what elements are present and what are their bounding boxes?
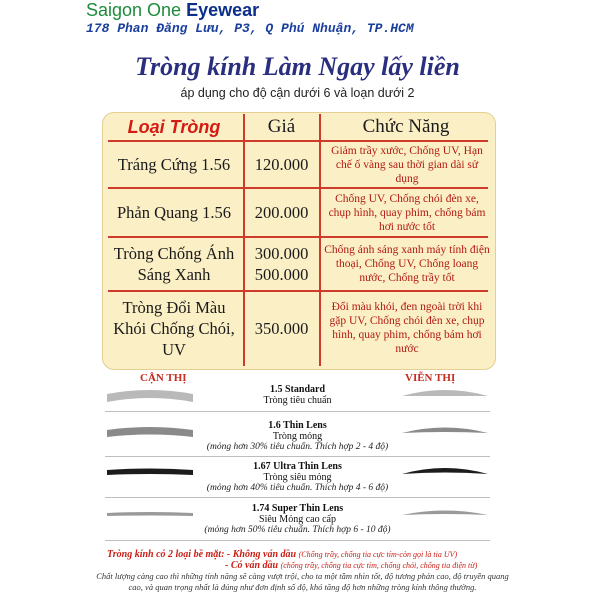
row-price: 200.000 <box>254 203 309 222</box>
lens-name: 1.74 Super Thin Lens <box>251 503 344 514</box>
lens-separator <box>105 540 490 541</box>
row-price: 120.000 <box>254 155 309 174</box>
row-name: Tròng Đổi Màu Khói Chống Chói, UV <box>113 297 235 359</box>
lens-name: 1.5 Standard <box>269 384 325 395</box>
myopia-lens-standard <box>105 384 195 408</box>
lens-subtitle: Siêu Mỏng cao cấp <box>259 514 336 525</box>
hyperopia-label: VIỄN THỊ <box>405 372 456 384</box>
lens-subtitle: Tròng mỏng <box>272 431 323 442</box>
lens-note: (mỏng hơn 50% tiêu chuẩn. Thích hợp 6 - 10 độ) <box>204 525 391 535</box>
row-name: Phản Quang 1.56 <box>116 203 232 222</box>
brand-name: Saigon One <box>86 0 182 20</box>
surface-second-note: (chống trầy, chống tia cực tím, chống chói, chống tia điện từ) <box>280 561 478 570</box>
surface-intro: Tròng kính có 2 loại bề mặt: - Không ván dầu <box>107 549 297 560</box>
header-price: Giá <box>267 116 296 137</box>
brand-logo <box>86 0 259 21</box>
row-price: 350.000 <box>254 318 309 338</box>
brand-name-bold: Eyewear <box>186 0 260 20</box>
hyperopia-lens-standard <box>400 384 490 408</box>
surface-second <box>225 560 477 571</box>
header-function: Chức Năng <box>362 116 450 137</box>
row-features: Đổi màu khói, đen ngoài trời khi gặp UV, Chống chói đèn xe, chụp hình, quay phim, chống bám hơi nước <box>329 301 485 355</box>
header-lens-type: Loại Tròng <box>127 116 221 137</box>
surface-second-label: - Có ván dầu <box>225 560 279 571</box>
lens-note: (mỏng hơn 40% tiêu chuẩn. Thích hợp 4 - 6 độ) <box>206 483 389 493</box>
column-divider <box>319 114 321 366</box>
store-address: 178 Phan Đăng Lưu, P3, Q Phú Nhuận, TP.HCM <box>86 21 414 36</box>
lens-note: (mỏng hơn 30% tiêu chuẩn. Thích hợp 2 - 4 độ) <box>206 442 389 452</box>
lens-separator <box>105 456 490 457</box>
lens-separator <box>105 497 490 498</box>
lens-subtitle: Tròng tiêu chuẩn <box>263 395 332 406</box>
myopia-label: CẬN THỊ <box>140 372 187 384</box>
page-title: Tròng kính Làm Ngay lấy liền <box>135 52 460 81</box>
surface-intro-note: (Chống trầy, chống tia cực tím-còn gọi là tia UV) <box>298 550 458 559</box>
row-features: Chống ánh sáng xanh máy tính điện thoại, Chống UV, Chống loang nước, Chống trầy tốt <box>324 244 490 284</box>
lens-separator <box>105 411 490 412</box>
lens-name: 1.67 Ultra Thin Lens <box>253 461 342 472</box>
surface-info <box>107 549 457 560</box>
row-name: Tráng Cứng 1.56 <box>117 155 231 174</box>
page-subtitle: áp dụng cho độ cận dưới 6 và loạn dưới 2 <box>180 86 415 100</box>
lens-name: 1.6 Thin Lens <box>268 420 327 431</box>
row-price: 300.000 500.000 <box>254 244 309 284</box>
row-features: Giảm trầy xước, Chống UV, Hạn chế ố vàng sau thời gian dài sử dụng <box>331 144 483 185</box>
footnote: Chất lượng càng cao thì những tính năng sẽ càng vượt trội, cho ta một tầm nhìn tốt, độ tương phản cao, độ truyền quang cao, và quan trọng nhất là đúng như đơn định số độ, khó tăng độ hơn những tròng kính thông thường. <box>96 571 509 592</box>
row-name: Tròng Chống Ánh Sáng Xanh <box>113 244 235 284</box>
row-features: Chống UV, Chống chói đèn xe, chụp hình, quay phim, chống bám hơi nước tốt <box>328 192 486 233</box>
lens-subtitle: Tròng siêu mỏng <box>263 472 332 483</box>
